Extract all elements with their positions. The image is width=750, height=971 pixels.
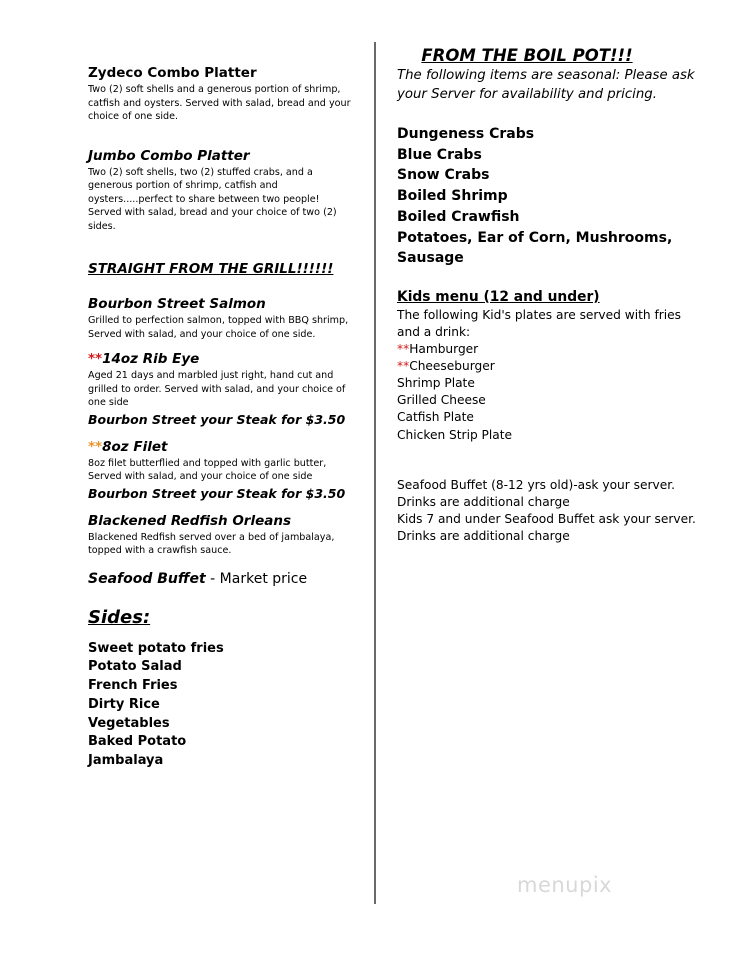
list-item: Blue Crabs: [397, 146, 482, 163]
redfish-desc: Blackened Redfish served over a bed of jambalaya, topped with a crawfish sauce.: [88, 531, 335, 556]
list-item: Boiled Crawfish: [397, 208, 520, 225]
filet-title: 8oz Filet: [102, 438, 168, 455]
seasonal-note: The following items are seasonal: Please ask your Server for availability and pricing.: [397, 68, 695, 102]
list-item: [397, 341, 697, 358]
filet-title-line: [88, 438, 356, 457]
sides-title: Sides:: [88, 606, 151, 628]
menupix-watermark: menupix: [517, 873, 613, 897]
boil-list: [397, 124, 697, 269]
kids-stars: **: [397, 342, 410, 357]
ribeye-desc: Aged 21 days and marbled just right, hand cut and grilled to order. Served with salad, and your choice of one side: [88, 370, 346, 408]
list-item: Potatoes, Ear of Corn, Mushrooms, Sausage: [397, 229, 673, 267]
list-item: Dirty Rice: [88, 696, 160, 712]
list-item: Vegetables: [88, 715, 170, 731]
list-item: Jambalaya: [88, 753, 164, 769]
redfish-title: Blackened Redfish Orleans: [88, 512, 292, 529]
left-column: [88, 64, 356, 771]
zydeco-combo-item: [88, 64, 356, 124]
sides-list: [88, 640, 356, 772]
list-item: Snow Crabs: [397, 167, 490, 184]
list-item: Sweet potato fries: [88, 640, 224, 656]
jumbo-combo-title: Jumbo Combo Platter: [88, 147, 250, 164]
filet-stars: **: [88, 438, 103, 455]
kids-stars: **: [397, 359, 410, 374]
list-item: Dungeness Crabs: [397, 126, 535, 142]
kids-menu-title: Kids menu (12 and under): [397, 288, 600, 305]
ribeye-title: 14oz Rib Eye: [102, 351, 200, 367]
salmon-item: [88, 295, 356, 341]
zydeco-combo-desc: Two (2) soft shells and a generous portion of shrimp, catfish and oysters. Served with salad, bread and your choice of one side.: [88, 84, 351, 122]
zydeco-combo-title: Zydeco Combo Platter: [88, 65, 257, 81]
jumbo-combo-item: [88, 147, 356, 234]
ribeye-title-line: [88, 350, 356, 369]
ribeye-stars: **: [88, 351, 103, 367]
buffet-note-younger: Kids 7 and under Seafood Buffet ask your server. Drinks are additional charge: [397, 511, 696, 543]
list-item: Chicken Strip Plate: [397, 427, 513, 442]
seafood-buffet-line: [88, 571, 356, 587]
kids-item-name: Cheeseburger: [409, 359, 495, 374]
kids-intro: The following Kid's plates are served with fries and a drink:: [397, 307, 682, 340]
list-item: Potato Salad: [88, 659, 182, 675]
list-item: Baked Potato: [88, 734, 187, 750]
kids-item-name: Hamburger: [409, 342, 479, 357]
ribeye-item: [88, 350, 356, 428]
seafood-buffet-name: Seafood Buffet: [88, 570, 206, 587]
ribeye-upgrade: Bourbon Street your Steak for $3.50: [88, 411, 346, 427]
list-item: Shrimp Plate: [397, 376, 475, 391]
list-item: Catfish Plate: [397, 410, 474, 425]
salmon-title: Bourbon Street Salmon: [88, 296, 266, 312]
column-divider: [374, 42, 376, 904]
redfish-item: [88, 512, 356, 558]
seafood-buffet-price: - Market price: [205, 570, 308, 587]
boil-pot-title: FROM THE BOIL POT!!!: [421, 46, 633, 65]
buffet-note-older: Seafood Buffet (8-12 yrs old)-ask your server. Drinks are additional charge: [397, 477, 675, 509]
filet-desc: 8oz filet butterflied and topped with garlic butter, Served with salad, and your choice of one side: [88, 457, 327, 482]
grill-heading: STRAIGHT FROM THE GRILL!!!!!!: [88, 261, 334, 277]
list-item: Boiled Shrimp: [397, 188, 508, 205]
list-item: French Fries: [88, 678, 178, 694]
list-item: [397, 358, 697, 375]
list-item: Grilled Cheese: [397, 393, 486, 408]
right-column: [397, 46, 697, 545]
filet-upgrade: Bourbon Street your Steak for $3.50: [88, 485, 346, 501]
kids-list: [397, 341, 697, 444]
salmon-desc: Grilled to perfection salmon, topped with BBQ shrimp, Served with salad, and your choice of one side.: [88, 315, 349, 340]
jumbo-combo-desc: Two (2) soft shells, two (2) stuffed crabs, and a generous portion of shrimp, catfish and oysters.....perfect to share between two people! Served with salad, bread and your choice of two (2) sides.: [88, 166, 337, 232]
filet-item: [88, 438, 356, 502]
